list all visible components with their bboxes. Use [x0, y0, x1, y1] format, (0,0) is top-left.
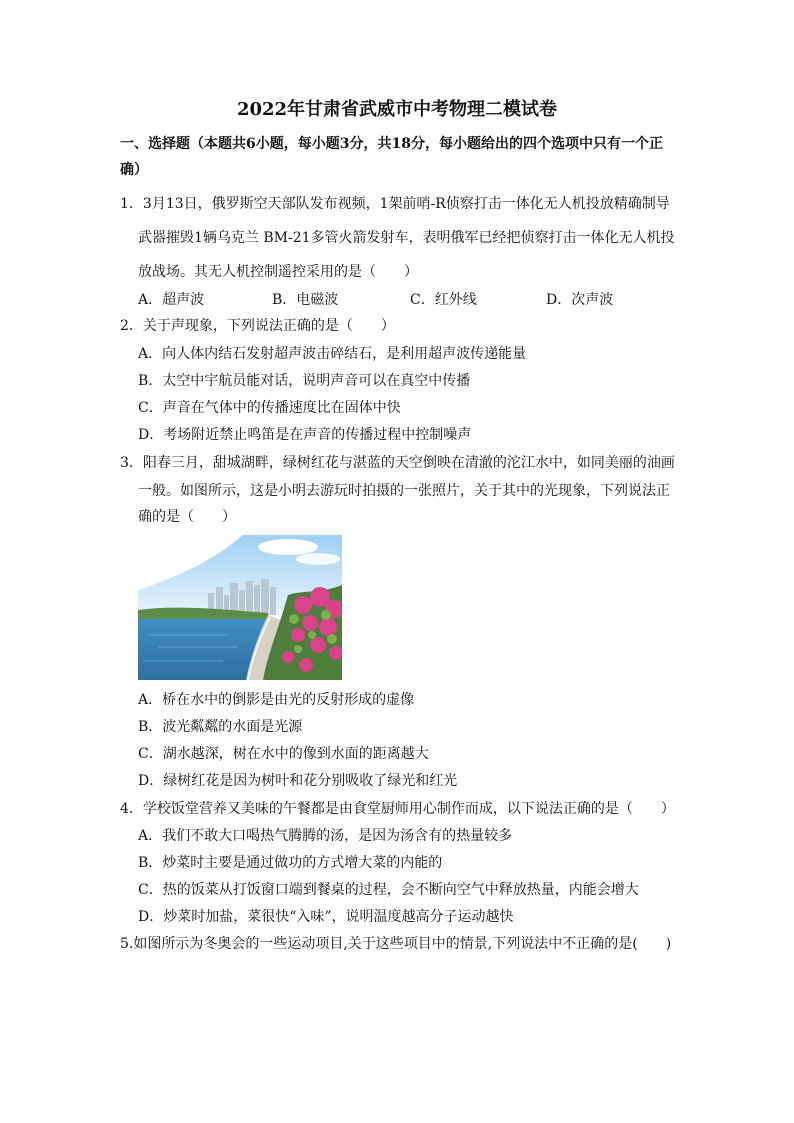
question-3-text: 3．阳春三月，甜城湖畔，绿树红花与湛蓝的天空倒映在清澈的沱江水中，如同美丽的油画 — [120, 455, 675, 471]
question-3-option-d: D．绿树红花是因为树叶和花分别吸收了绿光和红光 — [138, 773, 458, 789]
page-title: 2022年甘肃省武威市中考物理二模试卷 — [236, 99, 558, 120]
question-4-option-d: D．炒菜时加盐，菜很快“入味”，说明温度越高分子运动越快 — [138, 909, 514, 925]
question-1-option-c: C．红外线 — [410, 292, 477, 308]
question-3-option-b: B．波光粼粼的水面是光源 — [138, 719, 303, 735]
question-3-option-a: A．桥在水中的倒影是由光的反射形成的虚像 — [138, 692, 415, 708]
question-4-option-b: B．炒菜时主要是通过做功的方式增大菜的内能的 — [138, 855, 443, 871]
question-1-text: 放战场。其无人机控制遥控采用的是（ ） — [138, 264, 418, 280]
question-2-text: 2．关于声现象，下列说法正确的是（ ） — [120, 318, 395, 334]
question-1-text: 1．3月13日，俄罗斯空天部队发布视频，1架前哨-R侦察打击一体化无人机投放精确制导 — [120, 196, 670, 212]
question-2-option-d: D．考场附近禁止鸣笛是在声音的传播过程中控制噪声 — [138, 427, 472, 443]
question-5-text: 5.如图所示为冬奥会的一些运动项目,关于这些项目中的情景,下列说法中不正确的是( ) — [120, 936, 672, 952]
question-3-text: 一般。如图所示，这是小明去游玩时拍摄的一张照片，关于其中的光现象，下列说法正 — [138, 483, 670, 499]
question-1-option-d: D．次声波 — [546, 292, 614, 308]
question-4-option-a: A．我们不敢大口喝热气腾腾的汤，是因为汤含有的热量较多 — [138, 828, 513, 844]
section-heading-cont: 确） — [120, 162, 148, 178]
question-2-option-b: B．太空中宇航员能对话，说明声音可以在真空中传播 — [138, 373, 471, 389]
question-3-option-c: C．湖水越深，树在水中的像到水面的距离越大 — [138, 746, 429, 762]
question-2-option-c: C．声音在气体中的传播速度比在固体中快 — [138, 400, 401, 416]
question-4-option-c: C．热的饭菜从打饭窗口端到餐桌的过程，会不断向空气中释放热量，内能会增大 — [138, 882, 639, 898]
question-1-text: 武器摧毁1辆乌克兰 BM-21多管火箭发射车，表明俄军已经把侦察打击一体化无人机投 — [138, 230, 675, 246]
question-1-option-a: A．超声波 — [138, 292, 205, 308]
section-heading: 一、选择题（本题共6小题，每小题3分，共18分，每小题给出的四个选项中只有一个正 — [120, 136, 663, 152]
lake-photo — [138, 535, 342, 680]
question-2-option-a: A．向人体内结石发射超声波击碎结石，是利用超声波传递能量 — [138, 346, 527, 362]
question-3-text: 确的是（ ） — [138, 509, 236, 525]
question-4-text: 4．学校饭堂营养又美味的午餐都是由食堂厨师用心制作而成，以下说法正确的是（ ） — [120, 801, 675, 817]
question-1-option-b: B．电磁波 — [272, 292, 339, 308]
